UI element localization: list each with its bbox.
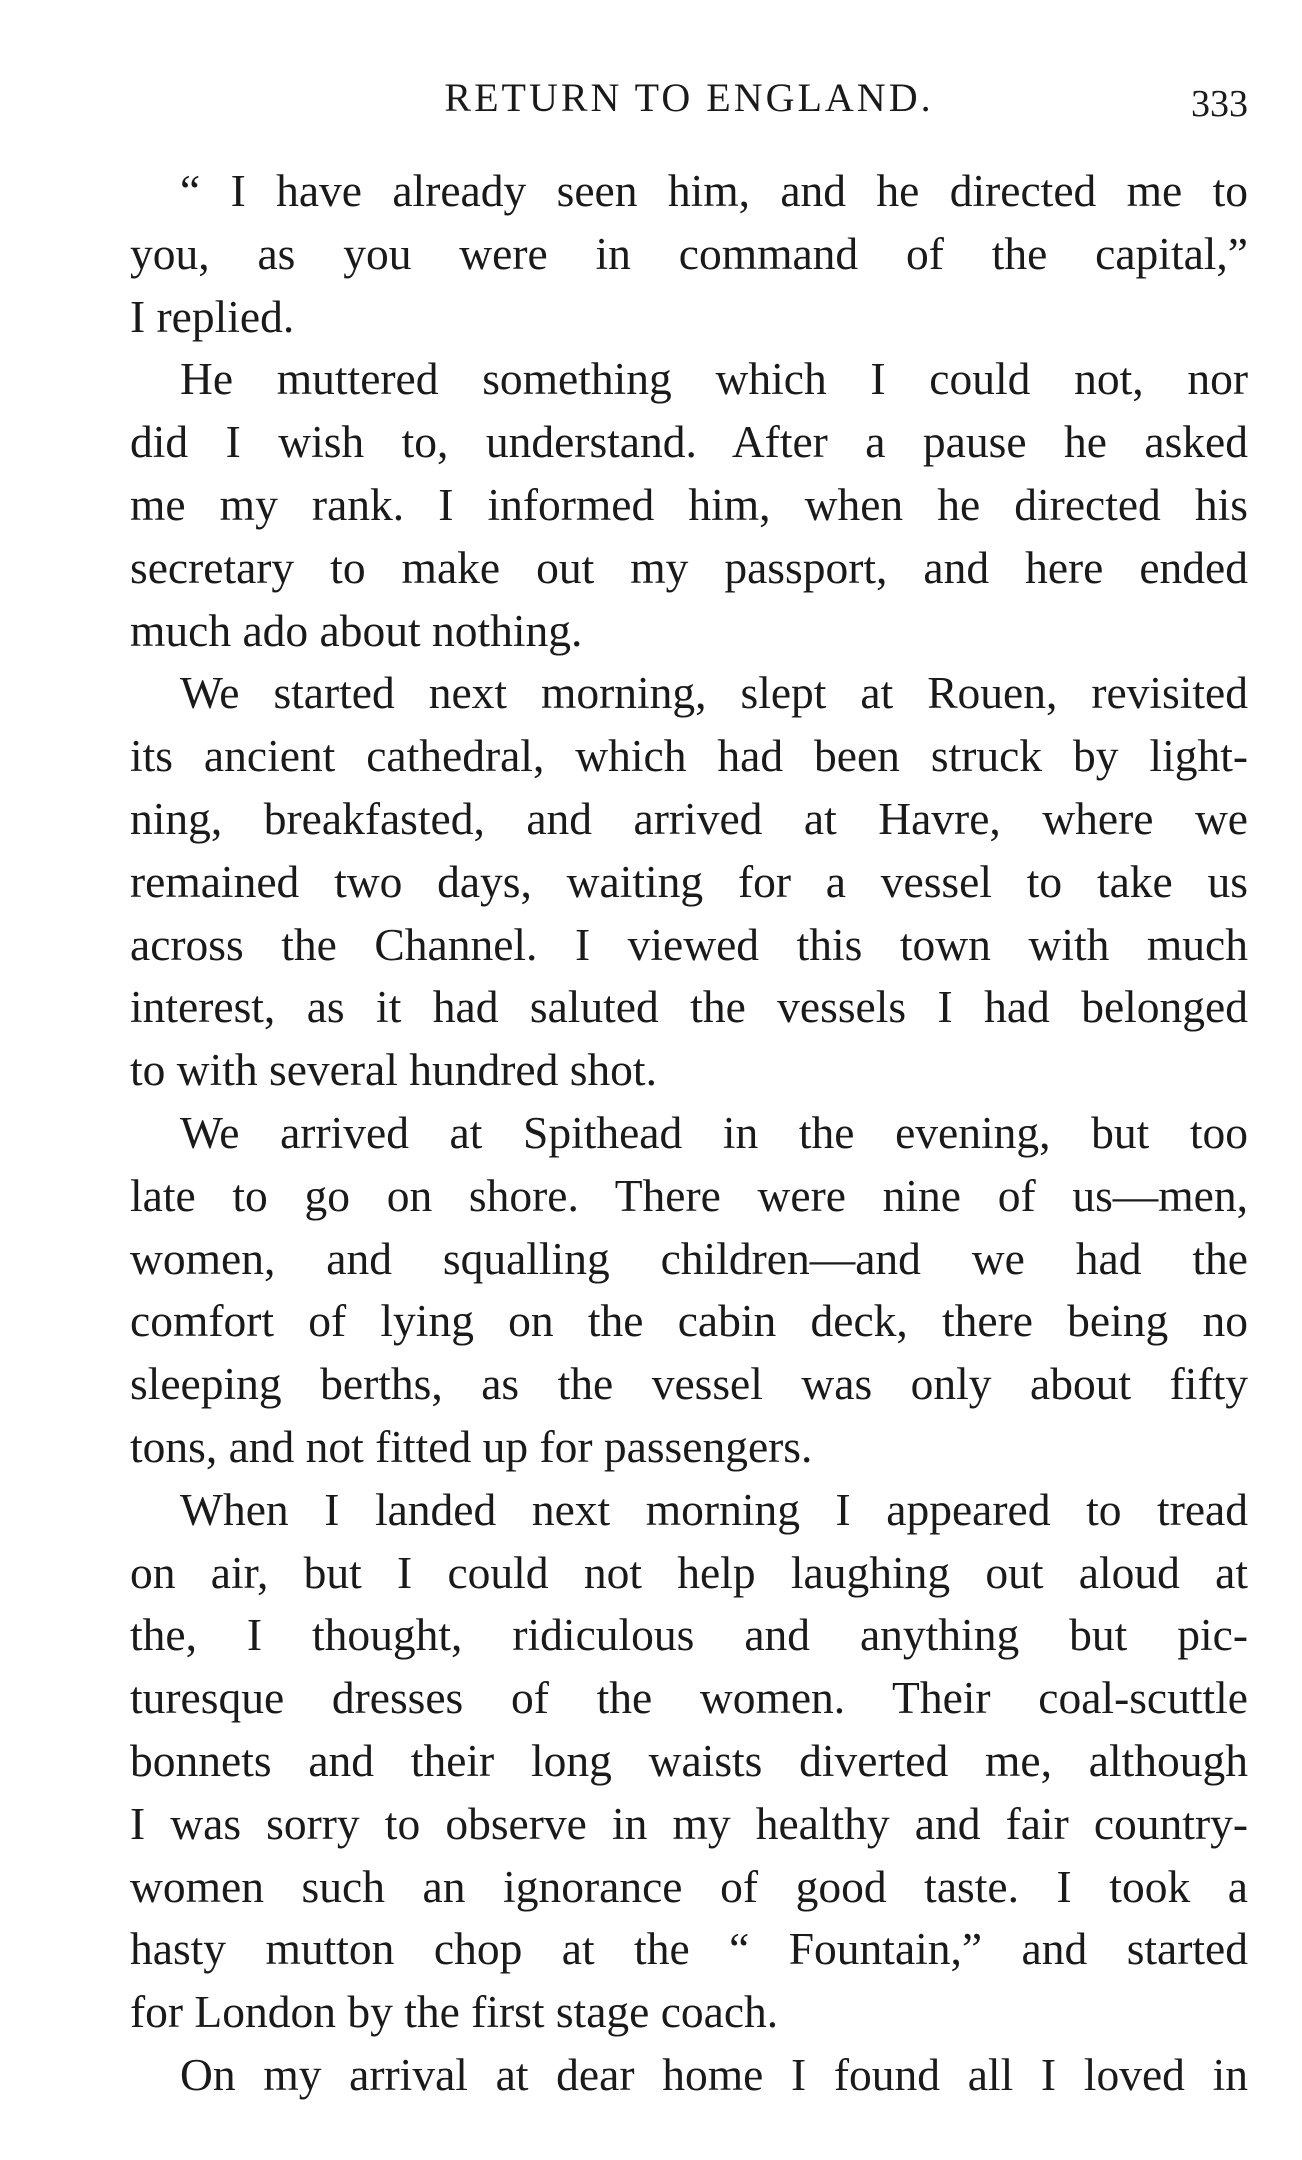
- text-line: its ancient cathedral, which had been struck by light-: [130, 730, 1248, 782]
- text-line: ning, breakfasted, and arrived at Havre, where we: [130, 792, 1248, 844]
- text-line: women such an ignorance of good taste. I took a: [130, 1860, 1248, 1912]
- text-line: women, and squalling children—and we had the: [130, 1232, 1248, 1284]
- paragraph-4: [130, 1102, 1248, 1479]
- text-line: We started next morning, slept at Rouen, revisited: [180, 667, 1248, 719]
- text-line: did I wish to, understand. After a pause he asked: [130, 416, 1248, 468]
- text-line: We arrived at Spithead in the evening, but too: [180, 1106, 1248, 1158]
- text-line: on air, but I could not help laughing out aloud at: [130, 1546, 1248, 1598]
- text-line: to with several hundred shot.: [130, 1044, 657, 1096]
- text-line: tons, and not fitted up for passengers.: [130, 1420, 813, 1472]
- body-text: [130, 160, 1248, 2107]
- text-line: hasty mutton chop at the “ Fountain,” and started: [130, 1923, 1248, 1975]
- text-line: for London by the first stage coach.: [130, 1986, 779, 2038]
- text-line: much ado about nothing.: [130, 604, 583, 656]
- text-line: you, as you were in command of the capital,”: [130, 227, 1248, 279]
- text-line: bonnets and their long waists diverted me, although: [130, 1734, 1248, 1786]
- paragraph-6: [130, 2044, 1248, 2107]
- text-line: I replied.: [130, 290, 295, 342]
- paragraph-3: [130, 662, 1248, 1102]
- running-title: RETURN TO ENGLAND.: [444, 75, 934, 120]
- text-line: me my rank. I informed him, when he directed his: [130, 478, 1248, 530]
- text-line: remained two days, waiting for a vessel to take us: [130, 855, 1248, 907]
- text-line: I was sorry to observe in my healthy and fair country-: [130, 1797, 1248, 1849]
- running-head: [130, 68, 1248, 128]
- text-line: He muttered something which I could not, nor: [180, 353, 1248, 405]
- text-line: late to go on shore. There were nine of us—men,: [130, 1169, 1248, 1221]
- paragraph-2: [130, 348, 1248, 662]
- text-line: across the Channel. I viewed this town with much: [130, 918, 1248, 970]
- text-line: secretary to make out my passport, and here ended: [130, 541, 1248, 593]
- text-line: sleeping berths, as the vessel was only about fifty: [130, 1358, 1248, 1410]
- text-line: the, I thought, ridiculous and anything but pic-: [130, 1609, 1248, 1661]
- text-line: comfort of lying on the cabin deck, there being no: [130, 1295, 1248, 1347]
- text-line: “ I have already seen him, and he directed me to: [180, 165, 1248, 216]
- page-number: 333: [1191, 83, 1248, 125]
- paragraph-1: [130, 160, 1248, 348]
- text-line: turesque dresses of the women. Their coal-scuttle: [130, 1672, 1248, 1724]
- text-line: On my arrival at dear home I found all I loved in: [180, 2048, 1248, 2100]
- paragraph-5: [130, 1479, 1248, 2044]
- text-line: interest, as it had saluted the vessels I had belonged: [130, 981, 1248, 1033]
- text-line: When I landed next morning I appeared to tread: [180, 1483, 1248, 1535]
